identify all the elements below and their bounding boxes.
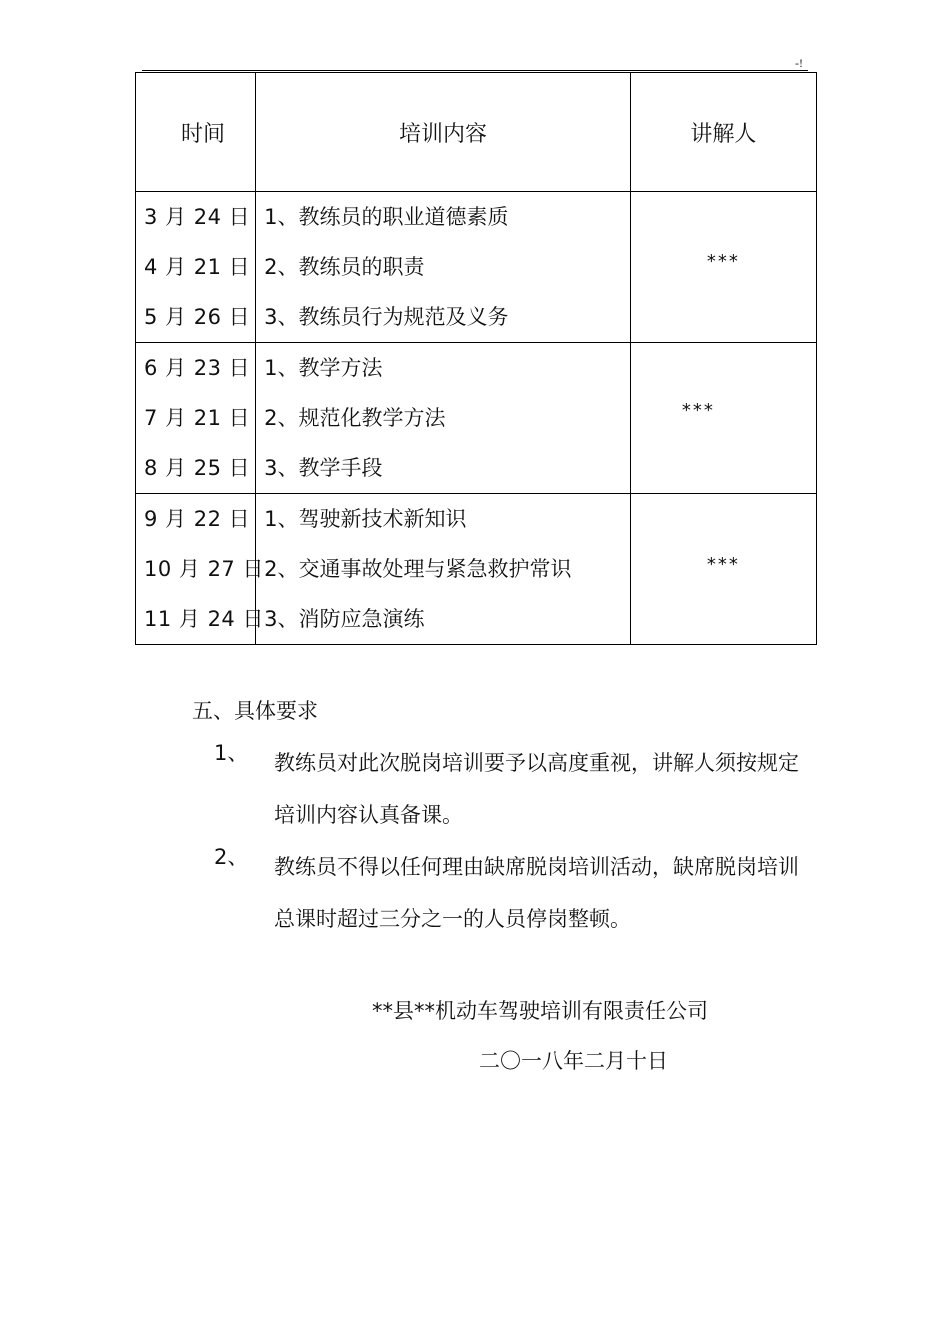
topic-item: 1、教学方法 [264,356,383,380]
header-speaker: 讲解人 [630,73,816,192]
header-content: 培训内容 [256,73,631,192]
topic-item: 3、消防应急演练 [264,607,425,631]
speaker-name: *** [681,399,715,421]
topic-item: 1、驾驶新技术新知识 [264,507,467,531]
dates-cell [136,494,264,645]
date-item: 5 月 26 日 [144,305,251,329]
topic-item: 2、交通事故处理与紧急救护常识 [264,557,572,581]
topics-cell [256,192,631,343]
speaker-name: *** [706,250,740,272]
date-item: 6 月 23 日 [144,356,251,380]
topics-cell [256,494,631,645]
speaker-cell [630,192,816,343]
dates-cell [136,343,256,494]
date-item: 9 月 22 日 [144,507,251,531]
topic-item: 2、教练员的职责 [264,255,425,279]
speaker-cell [630,494,816,645]
date-item: 3 月 24 日 [144,205,251,229]
requirements-heading: 五、具体要求 [192,699,318,723]
table-row [136,343,817,494]
date-item: 4 月 21 日 [144,255,251,279]
requirement-number: 2、 [214,845,249,869]
header-time: 时间 [136,73,256,192]
table-row [136,192,817,343]
date-item: 11 月 24 日 [144,607,264,631]
training-schedule-table [135,72,817,645]
topic-item: 1、教练员的职业道德素质 [264,205,509,229]
speaker-name: *** [706,553,740,575]
topics-cell [256,343,631,494]
table-header-row [136,73,817,192]
speaker-cell [630,343,816,494]
page-corner-mark: -! [795,56,803,70]
requirement-text: 教练员对此次脱岗培训要予以高度重视，讲解人须按规定培训内容认真备课。 [274,751,799,827]
company-signature: **县**机动车驾驶培训有限责任公司 [372,999,708,1023]
dates-cell [136,192,256,343]
signature-date: 二〇一八年二月十日 [479,1049,668,1073]
requirement-text: 教练员不得以任何理由缺席脱岗培训活动，缺席脱岗培训总课时超过三分之一的人员停岗整顿。 [274,855,799,931]
header-rule [142,70,808,71]
date-item: 7 月 21 日 [144,406,251,430]
date-item: 10 月 27 日 [144,557,264,581]
topic-item: 3、教学手段 [264,456,383,480]
topic-item: 2、规范化教学方法 [264,406,446,430]
requirement-number: 1、 [214,741,249,765]
date-item: 8 月 25 日 [144,456,251,480]
topic-item: 3、教练员行为规范及义务 [264,305,509,329]
table-row [136,494,817,645]
